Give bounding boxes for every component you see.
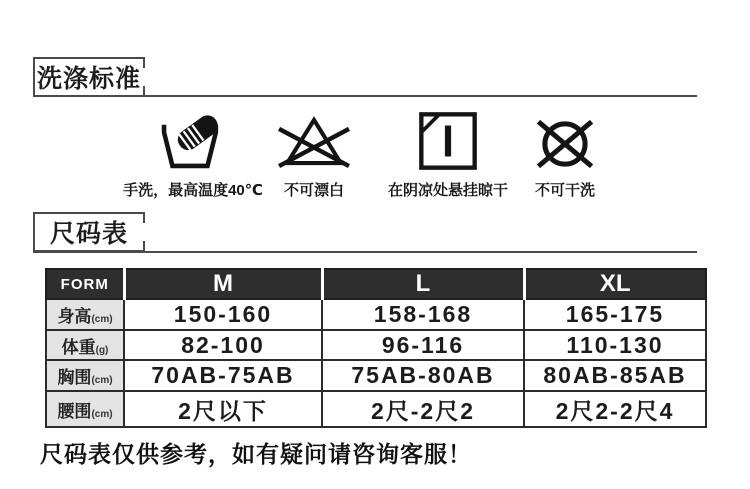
row-label-height: 身高(cm)	[46, 299, 124, 330]
col-header-form: FORM	[46, 269, 124, 299]
wash-item-label: 不可干洗	[534, 182, 595, 199]
size-table	[45, 268, 707, 428]
size-table-header-row	[46, 269, 706, 299]
size-divider-line	[33, 251, 697, 253]
cell-bust-xl: 80AB-85AB	[524, 360, 706, 391]
table-row-height	[46, 299, 706, 330]
wash-item-label: 手洗，最高温度40℃	[123, 182, 263, 199]
wash-section-title: 洗涤标准	[36, 65, 141, 93]
wash-item-handwash	[113, 106, 273, 200]
cell-bust-l: 75AB-80AB	[322, 360, 524, 391]
no-bleach-icon	[254, 106, 374, 172]
wash-divider-line	[33, 95, 697, 97]
shade-dry-icon	[368, 106, 528, 172]
wash-title-box	[33, 57, 145, 97]
row-label-weight: 体重(g)	[46, 330, 124, 361]
table-row-weight	[46, 330, 706, 361]
cell-waist-m: 2尺以下	[124, 391, 322, 427]
wash-item-shade-dry	[368, 106, 528, 200]
cell-weight-xl: 110-130	[524, 330, 706, 361]
cell-weight-m: 82-100	[124, 330, 322, 361]
cell-weight-l: 96-116	[322, 330, 524, 361]
cell-height-m: 150-160	[124, 299, 322, 330]
table-row-waist	[46, 391, 706, 427]
table-row-bust	[46, 360, 706, 391]
row-label-bust: 胸围(cm)	[46, 360, 124, 391]
unit-label: (cm)	[91, 408, 113, 420]
cell-height-l: 158-168	[322, 299, 524, 330]
size-chart-note: 尺码表仅供参考，如有疑问请咨询客服！	[40, 441, 472, 467]
no-dryclean-icon	[505, 106, 625, 172]
handwash-icon	[113, 106, 273, 172]
unit-label: (g)	[95, 344, 109, 356]
row-label-waist: 腰围(cm)	[46, 391, 124, 427]
cell-height-xl: 165-175	[524, 299, 706, 330]
cell-bust-m: 70AB-75AB	[124, 360, 322, 391]
cell-waist-l: 2尺-2尺2	[322, 391, 524, 427]
col-header-xl: XL	[524, 269, 706, 299]
unit-label: (cm)	[91, 375, 113, 387]
cell-waist-xl: 2尺2-2尺4	[524, 391, 706, 427]
wash-item-no-bleach	[254, 106, 374, 200]
col-header-l: L	[322, 269, 524, 299]
size-section-title: 尺码表	[49, 220, 128, 248]
col-header-m: M	[124, 269, 322, 299]
wash-item-no-dryclean	[505, 106, 625, 200]
size-title-box	[33, 212, 145, 252]
wash-item-label: 不可漂白	[283, 182, 344, 199]
wash-item-label: 在阴凉处悬挂晾干	[387, 182, 508, 199]
unit-label: (cm)	[91, 313, 113, 325]
